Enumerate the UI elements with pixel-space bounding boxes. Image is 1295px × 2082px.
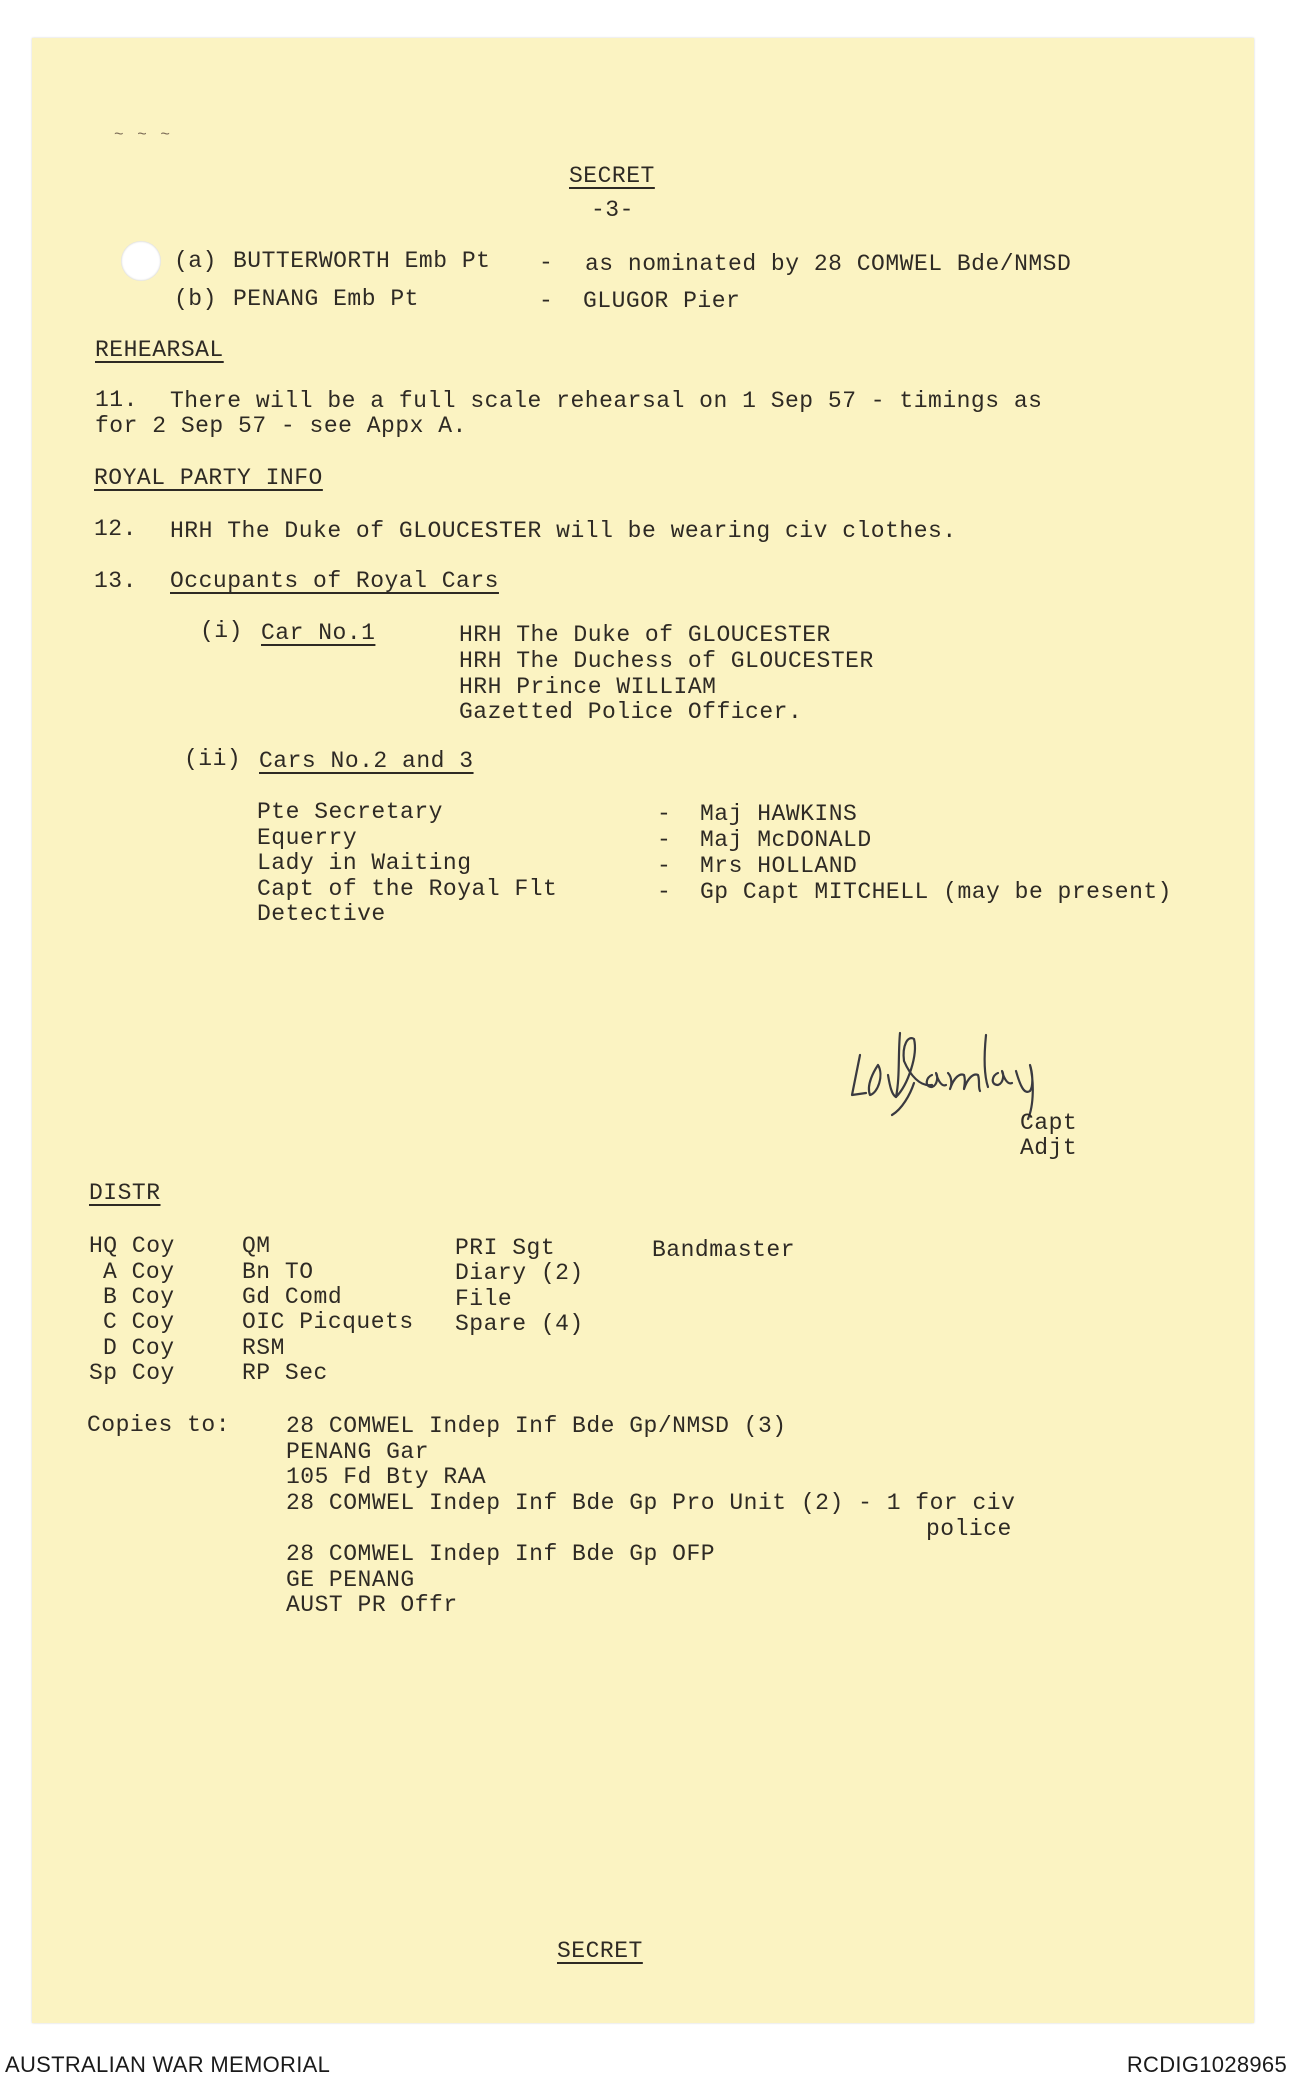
para-11-line1: There will be a full scale rehearsal on 1 Sep 57 - timings as	[170, 388, 1043, 414]
emb-dash-b: -	[539, 288, 554, 314]
distr-item: RSM	[242, 1335, 285, 1361]
role-name: Mrs HOLLAND	[700, 853, 858, 879]
copies-item: police	[926, 1516, 1012, 1542]
distr-heading: DISTR	[89, 1180, 161, 1206]
distr-item: OIC Picquets	[242, 1309, 414, 1335]
copies-item: 28 COMWEL Indep Inf Bde Gp Pro Unit (2) - 1 for civ	[286, 1490, 1016, 1516]
copies-item: 28 COMWEL Indep Inf Bde Gp/NMSD (3)	[286, 1413, 787, 1439]
role-name: Maj McDONALD	[700, 827, 872, 853]
distr-item: A Coy	[103, 1259, 175, 1285]
role-title: Detective	[257, 901, 386, 927]
car1-occupant: HRH The Duke of GLOUCESTER	[459, 622, 831, 648]
signature-image	[848, 1015, 1088, 1125]
para-12-text: HRH The Duke of GLOUCESTER will be wearing civ clothes.	[170, 518, 957, 544]
copies-item: 105 Fd Bty RAA	[286, 1464, 487, 1490]
role-dash: -	[657, 879, 672, 905]
emb-dash-a: -	[539, 250, 554, 276]
para-11-number: 11.	[95, 387, 138, 413]
copies-item: GE PENANG	[286, 1567, 415, 1593]
car1-occupant: Gazetted Police Officer.	[459, 699, 803, 725]
classification-footer: SECRET	[557, 1938, 643, 1964]
royal-party-heading: ROYAL PARTY INFO	[94, 465, 323, 491]
punch-hole	[121, 241, 161, 281]
role-title: Pte Secretary	[257, 799, 443, 825]
page-number: -3-	[591, 197, 634, 223]
role-dash: -	[657, 827, 672, 853]
car1-title: Car No.1	[261, 620, 376, 646]
cars23-label: (ii)	[184, 746, 242, 772]
archive-institution: AUSTRALIAN WAR MEMORIAL	[5, 2052, 331, 2077]
distr-item: PRI Sgt	[455, 1235, 556, 1261]
car1-occupant: HRH Prince WILLIAM	[459, 674, 717, 700]
cars23-title: Cars No.2 and 3	[259, 748, 474, 774]
signature-rank: Capt	[1020, 1110, 1078, 1136]
copies-item: PENANG Gar	[286, 1439, 430, 1465]
car1-occupant: HRH The Duchess of GLOUCESTER	[459, 648, 874, 674]
staple-mark: ~ ~ ~	[114, 126, 173, 144]
para-13-number: 13.	[94, 568, 137, 594]
role-title: Equerry	[257, 825, 358, 851]
emb-place-b: PENANG Emb Pt	[233, 286, 419, 312]
emb-label-a: (a)	[174, 248, 217, 274]
copies-label: Copies to:	[87, 1412, 231, 1438]
classification-header: SECRET	[569, 163, 655, 189]
distr-item: Sp Coy	[89, 1360, 175, 1386]
rehearsal-heading: REHEARSAL	[95, 337, 224, 363]
car1-label: (i)	[200, 618, 243, 644]
distr-item: Diary (2)	[455, 1260, 584, 1286]
emb-detail-b: GLUGOR Pier	[583, 288, 741, 314]
role-title: Lady in Waiting	[257, 850, 472, 876]
distr-item: Spare (4)	[455, 1311, 584, 1337]
copies-item: AUST PR Offr	[286, 1592, 458, 1618]
distr-item: File	[455, 1286, 513, 1312]
emb-label-b: (b)	[174, 286, 217, 312]
distr-item: Bandmaster	[652, 1237, 796, 1263]
role-title: Capt of the Royal Flt	[257, 876, 558, 902]
distr-item: Bn TO	[242, 1259, 314, 1285]
para-13-heading: Occupants of Royal Cars	[170, 568, 499, 594]
distr-item: QM	[242, 1233, 271, 1259]
emb-detail-a: as nominated by 28 COMWEL Bde/NMSD	[585, 251, 1072, 277]
emb-place-a: BUTTERWORTH Emb Pt	[233, 248, 491, 274]
distr-item: D Coy	[103, 1335, 175, 1361]
para-12-number: 12.	[94, 516, 137, 542]
role-dash: -	[657, 853, 672, 879]
distr-item: C Coy	[103, 1309, 175, 1335]
para-11-line2: for 2 Sep 57 - see Appx A.	[95, 413, 467, 439]
archive-image-id: RCDIG1028965	[1126, 2052, 1287, 2077]
role-name: Gp Capt MITCHELL (may be present)	[700, 879, 1172, 905]
role-name: Maj HAWKINS	[700, 801, 858, 827]
distr-item: B Coy	[103, 1284, 175, 1310]
role-dash: -	[657, 801, 672, 827]
distr-item: HQ Coy	[89, 1233, 175, 1259]
signature-appointment: Adjt	[1020, 1135, 1078, 1161]
distr-item: RP Sec	[242, 1360, 328, 1386]
distr-item: Gd Comd	[242, 1284, 343, 1310]
copies-item: 28 COMWEL Indep Inf Bde Gp OFP	[286, 1541, 716, 1567]
